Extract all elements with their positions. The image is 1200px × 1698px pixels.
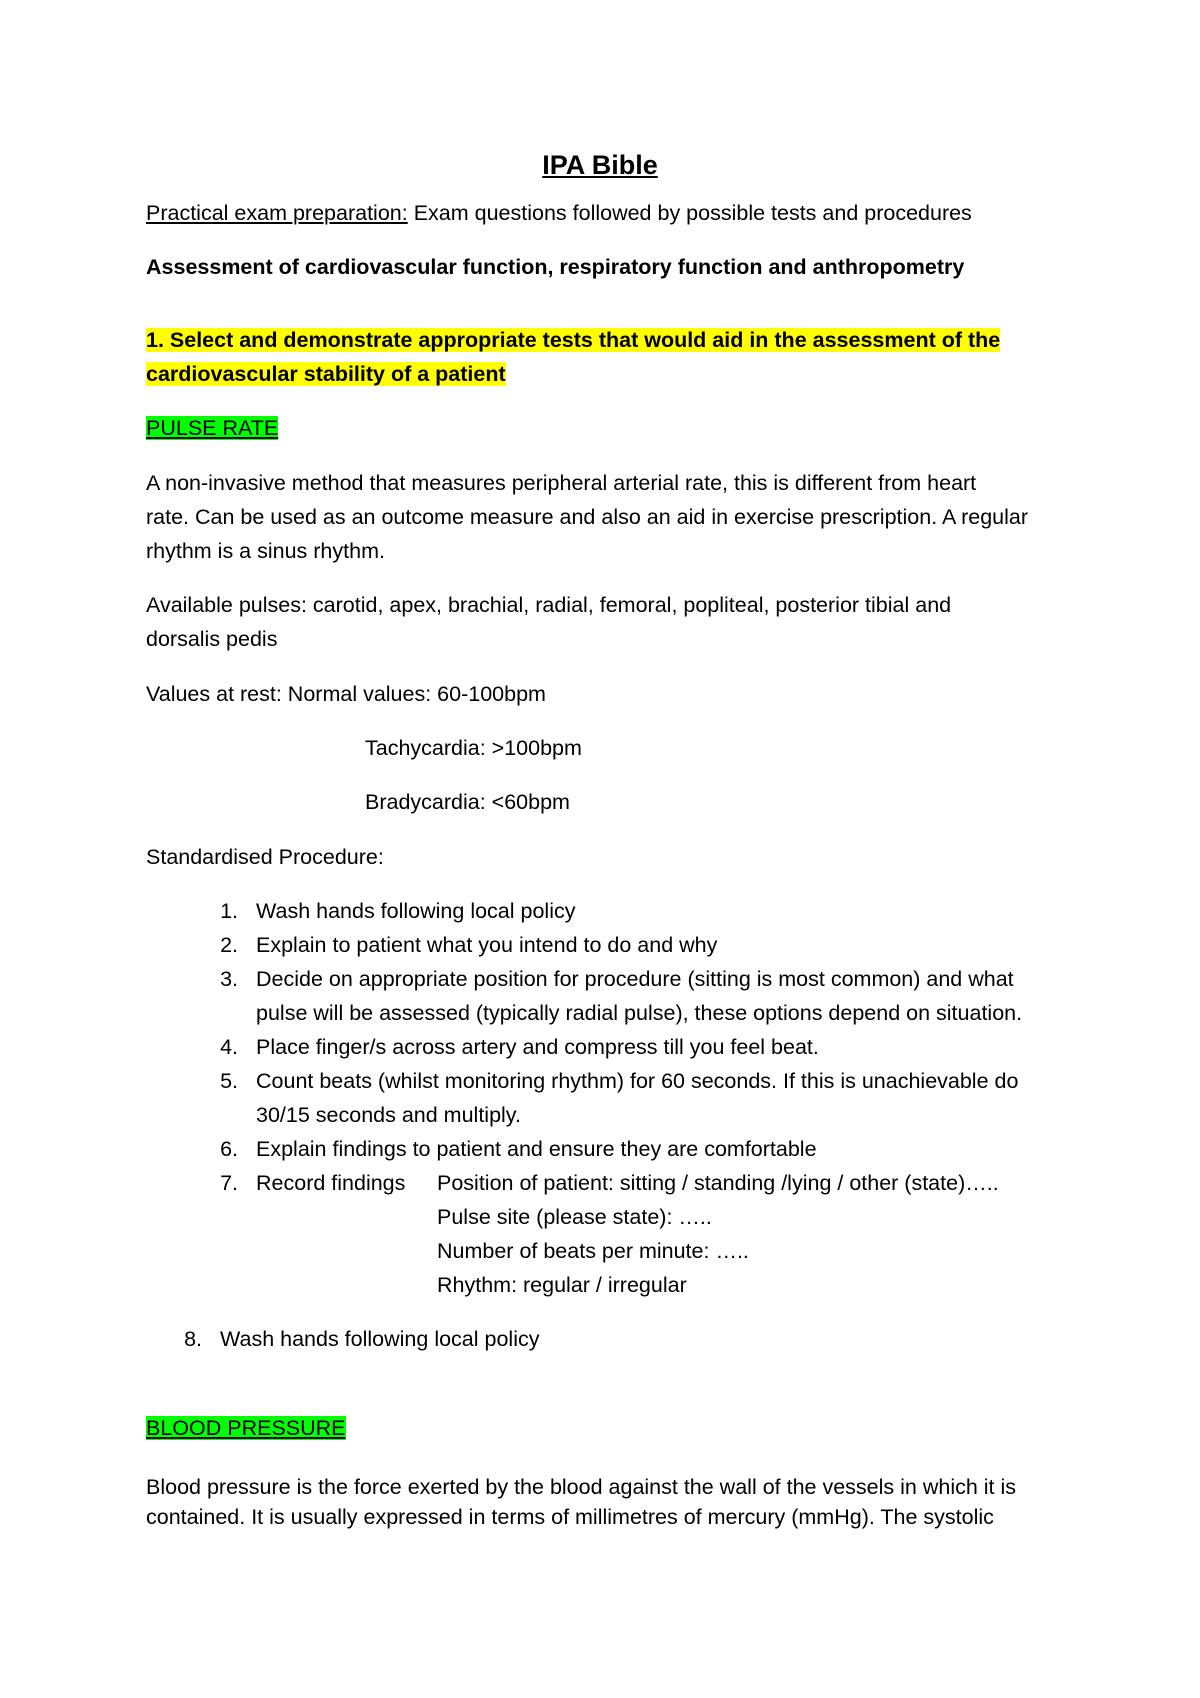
step-text: Record findings — [256, 1171, 406, 1195]
document-title: IPA Bible — [542, 150, 658, 180]
blood-pressure-heading-text: BLOOD PRESSURE — [146, 1416, 346, 1440]
tachycardia-value: Tachycardia: >100bpm — [365, 736, 582, 760]
record-field-rhythm: Rhythm: regular / irregular — [437, 1273, 687, 1297]
step-number: 6. — [220, 1137, 238, 1161]
step-number: 5. — [220, 1069, 238, 1093]
pulse-rate-heading-text: PULSE RATE — [146, 416, 279, 440]
step-number: 3. — [220, 967, 238, 991]
pulses-line-2: dorsalis pedis — [146, 627, 278, 651]
procedure-label: Standardised Procedure: — [146, 845, 384, 869]
pulse-desc-line-3: rhythm is a sinus rhythm. — [146, 539, 385, 563]
pulse-desc-line-2: rate. Can be used as an outcome measure and also an aid in exercise prescription. A regular — [146, 505, 1029, 529]
values-at-rest: Values at rest: Normal values: 60-100bpm — [146, 682, 546, 706]
pulses-line-1: Available pulses: carotid, apex, brachial, radial, femoral, popliteal, posterior tibial and — [146, 593, 952, 617]
step-number: 8. — [184, 1327, 202, 1351]
step-text: Explain findings to patient and ensure they are comfortable — [256, 1137, 817, 1161]
question-line-1-text: 1. Select and demonstrate appropriate tests that would aid in the assessment of the — [146, 328, 1001, 352]
record-field-site: Pulse site (please state): ….. — [437, 1205, 712, 1229]
intro-text: Exam questions followed by possible tests and procedures — [407, 201, 972, 225]
step-number: 1. — [220, 899, 238, 923]
intro-line — [146, 196, 972, 230]
step-text-continued: 30/15 seconds and multiply. — [256, 1103, 521, 1127]
blood-pressure-heading — [146, 1411, 346, 1445]
section-heading: Assessment of cardiovascular function, respiratory function and anthropometry — [146, 255, 965, 279]
step-text: Count beats (whilst monitoring rhythm) for 60 seconds. If this is unachievable do — [256, 1069, 1019, 1093]
step-number: 4. — [220, 1035, 238, 1059]
question-line-2 — [146, 357, 506, 391]
record-field-bpm: Number of beats per minute: ….. — [437, 1239, 749, 1263]
intro-label: Practical exam preparation: — [146, 201, 408, 225]
bp-desc-line-1: Blood pressure is the force exerted by the blood against the wall of the vessels in which it is — [146, 1475, 1017, 1499]
step-text: Explain to patient what you intend to do and why — [256, 933, 718, 957]
record-field-position: Position of patient: sitting / standing /lying / other (state)….. — [437, 1171, 999, 1195]
step-number: 7. — [220, 1171, 238, 1195]
step-text: Wash hands following local policy — [256, 899, 576, 923]
bp-desc-line-2: contained. It is usually expressed in terms of millimetres of mercury (mmHg). The systolic — [146, 1505, 994, 1529]
pulse-rate-heading — [146, 411, 278, 445]
pulse-desc-line-1: A non-invasive method that measures peripheral arterial rate, this is different from heart — [146, 471, 977, 495]
bradycardia-value: Bradycardia: <60bpm — [365, 790, 570, 814]
step-text: Decide on appropriate position for procedure (sitting is most common) and what — [256, 967, 1014, 991]
step-text: Place finger/s across artery and compress till you feel beat. — [256, 1035, 819, 1059]
question-line-1 — [146, 323, 1000, 357]
step-number: 2. — [220, 933, 238, 957]
question-line-2-text: cardiovascular stability of a patient — [146, 362, 506, 386]
step-text-continued: pulse will be assessed (typically radial pulse), these options depend on situation. — [256, 1001, 1023, 1025]
step-text: Wash hands following local policy — [220, 1327, 540, 1351]
